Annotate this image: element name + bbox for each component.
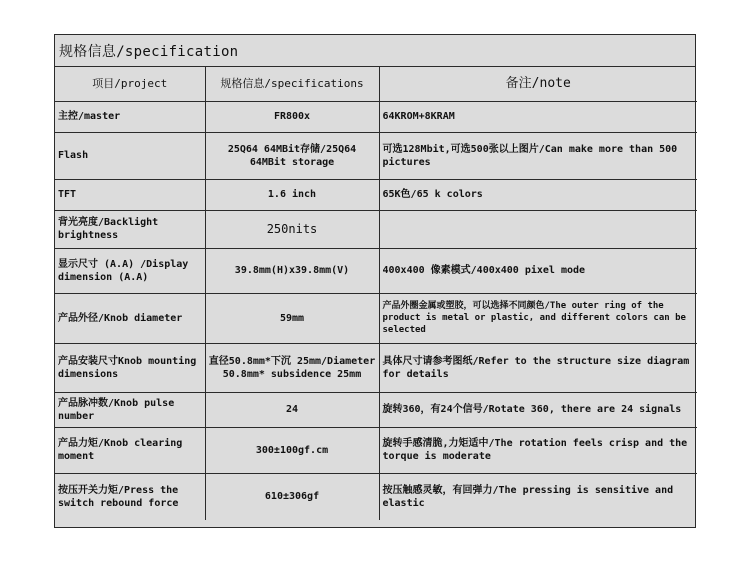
header-specifications: 规格信息/specifications (205, 67, 379, 101)
row-note: 旋转360，有24个信号/Rotate 360, there are 24 signals (379, 392, 697, 427)
row-spec: 610±306gf (205, 473, 379, 520)
row-project: 显示尺寸 (A.A) /Display dimension (A.A) (55, 248, 205, 293)
header-note: 备注/note (379, 67, 697, 101)
row-spec: 39.8mm(H)x39.8mm(V) (205, 248, 379, 293)
row-note (379, 210, 697, 248)
row-project: 产品外径/Knob diameter (55, 293, 205, 343)
table-row (55, 293, 697, 343)
table-row (55, 427, 697, 473)
table-row (55, 473, 697, 520)
row-note: 具体尺寸请参考图纸/Refer to the structure size diagram for details (379, 343, 697, 392)
row-note: 64KROM+8KRAM (379, 101, 697, 132)
table-row (55, 343, 697, 392)
row-note: 产品外圈金属或塑胶，可以选择不同颜色/The outer ring of the product is metal or plastic, and different colors can be selected (379, 293, 697, 343)
row-spec: 250nits (205, 210, 379, 248)
sheet-title: 规格信息/specification (55, 35, 695, 67)
row-spec: 25Q64 64MBit存储/25Q64 64MBit storage (205, 132, 379, 179)
row-project: 背光亮度/Backlight brightness (55, 210, 205, 248)
row-spec: 59mm (205, 293, 379, 343)
row-project: 产品脉冲数/Knob pulse number (55, 392, 205, 427)
row-spec: 直径50.8mm*下沉 25mm/Diameter 50.8mm* subsidence 25mm (205, 343, 379, 392)
table-row (55, 179, 697, 210)
row-note: 按压触感灵敏，有回弹力/The pressing is sensitive and elastic (379, 473, 697, 520)
row-project: TFT (55, 179, 205, 210)
row-project: 按压开关力矩/Press the switch rebound force (55, 473, 205, 520)
row-spec: 1.6 inch (205, 179, 379, 210)
row-spec: 24 (205, 392, 379, 427)
specification-sheet (54, 34, 696, 528)
table-row (55, 210, 697, 248)
row-spec: FR800x (205, 101, 379, 132)
row-project: 产品力矩/Knob clearing moment (55, 427, 205, 473)
row-note: 65K色/65 k colors (379, 179, 697, 210)
row-spec: 300±100gf.cm (205, 427, 379, 473)
spec-table (55, 67, 697, 520)
row-note: 可选128Mbit,可选500张以上图片/Can make more than 500 pictures (379, 132, 697, 179)
row-note: 旋转手感清脆,力矩适中/The rotation feels crisp and the torque is moderate (379, 427, 697, 473)
row-project: 产品安装尺寸Knob mounting dimensions (55, 343, 205, 392)
table-row (55, 392, 697, 427)
table-header-row (55, 67, 697, 101)
row-project: 主控/master (55, 101, 205, 132)
row-project: Flash (55, 132, 205, 179)
row-note: 400x400 像素模式/400x400 pixel mode (379, 248, 697, 293)
table-row (55, 248, 697, 293)
table-row (55, 101, 697, 132)
table-row (55, 132, 697, 179)
header-project: 项目/project (55, 67, 205, 101)
